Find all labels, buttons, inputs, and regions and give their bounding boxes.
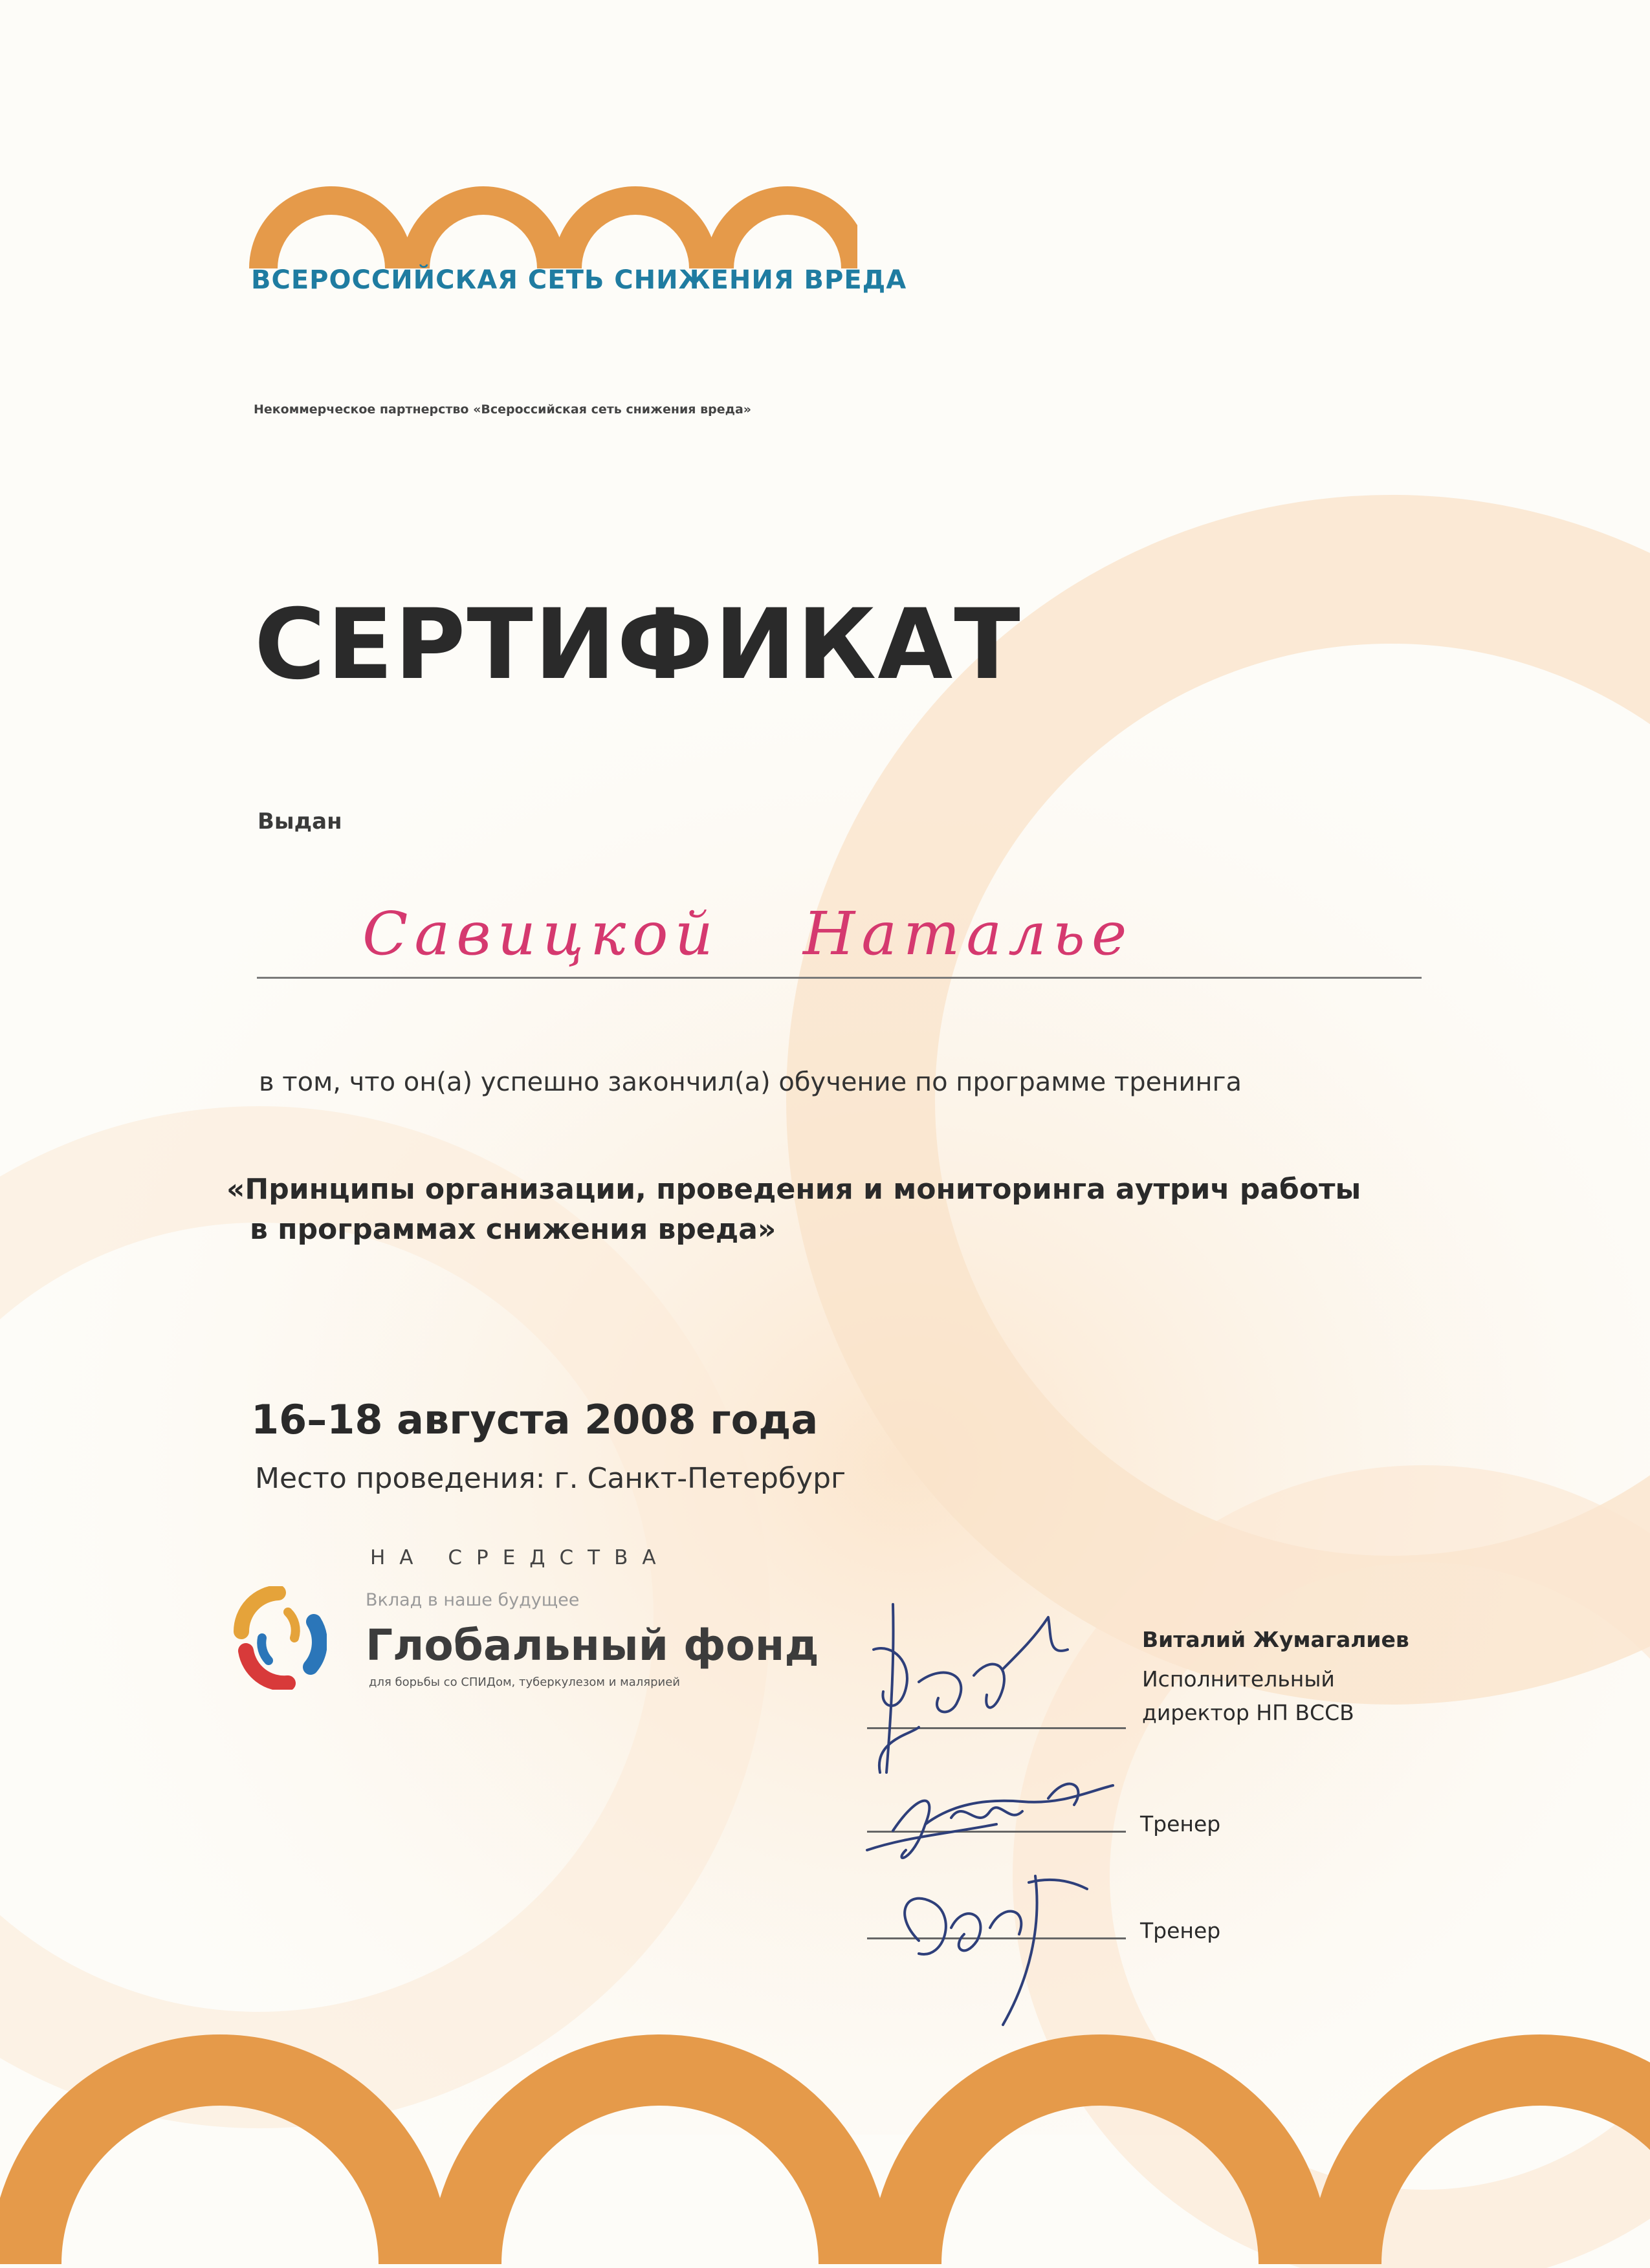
recipient-underline [257, 977, 1422, 979]
global-fund-description: для борьбы со СПИДом, туберкулезом и малярией [369, 1675, 680, 1689]
organization-logo-icon [249, 184, 857, 268]
issued-label: Выдан [258, 809, 342, 834]
trainer1-label: Тренер [1140, 1811, 1221, 1837]
organization-full-name: Некоммерческое партнерство «Всероссийская сеть снижения вреда» [254, 402, 752, 417]
certificate-title: СЕРТИФИКАТ [254, 589, 1022, 701]
global-fund-name: Глобальный фонд [366, 1620, 819, 1670]
training-dates: 16–18 августа 2008 года [251, 1396, 819, 1443]
director-title: Исполнительный директор НП ВССВ [1142, 1666, 1354, 1725]
trainer2-label: Тренер [1140, 1918, 1221, 1943]
completion-statement: в том, что он(а) успешно закончил(а) обучение по программе тренинга [259, 1067, 1242, 1097]
program-title-line2: в программах снижения вреда» [250, 1213, 776, 1246]
recipient-name: Савицкой Наталье [362, 899, 1134, 968]
handwritten-signatures [854, 1578, 1152, 2044]
program-title [226, 1170, 1361, 1250]
global-fund-tagline: Вклад в наше будущее [366, 1590, 580, 1610]
director-name: Виталий Жумагалиев [1142, 1627, 1409, 1652]
program-title-line1: «Принципы организации, проведения и мониторинга аутрич работы [226, 1173, 1361, 1206]
organization-logo-text: ВСЕРОССИЙСКАЯ СЕТЬ СНИЖЕНИЯ ВРЕДА [251, 265, 907, 295]
global-fund-logo-icon [230, 1586, 327, 1690]
funded-by-label: НА СРЕДСТВА [370, 1546, 670, 1569]
training-place: Место проведения: г. Санкт-Петербург [255, 1462, 846, 1495]
